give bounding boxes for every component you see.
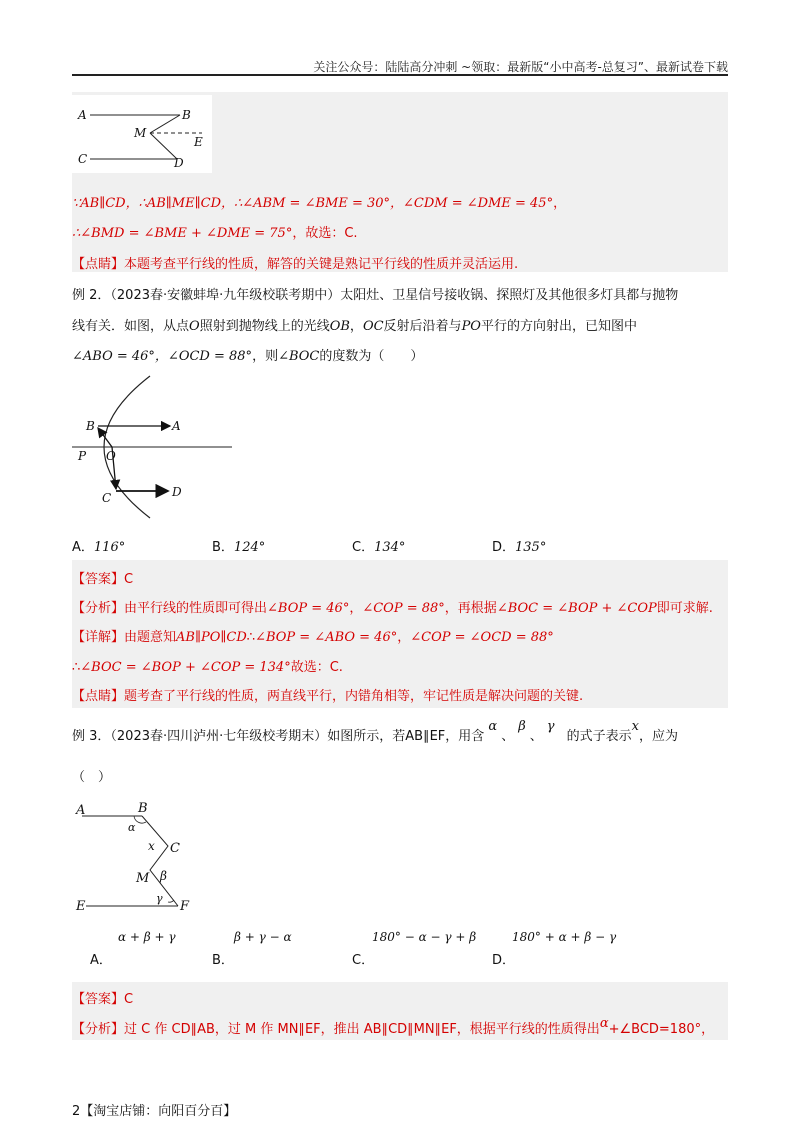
ex2-option-b: B．124° [212, 540, 266, 555]
ex2-detail-1: 【详解】由题意知AB∥PO∥CD∴∠BOP = ∠ABO = 46°，∠COP = ∠OCD = 88° [72, 630, 554, 645]
fig3-label-beta: β [160, 869, 167, 883]
fig3-label-alpha: α [128, 821, 136, 834]
ex2-detail-2: ∴∠BOC = ∠BOP + ∠COP = 134°故选：C. [72, 660, 343, 675]
ex2-stem-line-3 [72, 345, 423, 364]
ex3-option-c: 180° − α − γ + β C． [352, 930, 477, 968]
ex2-option-c: C．134° [352, 540, 406, 555]
ex3-x: x [631, 719, 640, 734]
ex3-stem-line-1: 例 3．（2023春·四川泸州·七年级校考期末）如图所示，若AB∥EF，用含 α、β、γ 的式子表示x，应为 [72, 719, 679, 744]
header-rule [72, 74, 728, 76]
fig2-label-c: C [102, 491, 112, 505]
fig1-label-d: D [174, 156, 184, 170]
prev-solution-line-2 [72, 222, 358, 241]
figure-3-svg [72, 798, 202, 916]
fig3-label-a: A [76, 803, 86, 818]
prev-math-5: ∴∠BMD = ∠BME + ∠DME = 75° [72, 226, 293, 241]
ex2-text-c: ， [349, 319, 363, 334]
ex2-dianjing: 【点睛】题考查了平行线的性质，两直线平行，内错角相等，牢记性质是解决问题的关键. [72, 689, 584, 704]
ex2-option-d: D．135° [492, 540, 547, 555]
ex2-option-a: A．116° [72, 540, 126, 555]
prev-dianjing [72, 253, 518, 272]
prev-math-2: ，∴AB∥ME∥CD [125, 196, 221, 211]
prev-math-1: ∵AB∥CD [72, 196, 126, 211]
ex2-answer: 【答案】C [72, 572, 134, 587]
fig3-label-x: x [148, 839, 155, 853]
ex2-text-b: 照射到抛物线上的光线 [199, 319, 330, 334]
figure-1-svg [72, 95, 212, 173]
ex2-text-a: 线有关．如图，从点 [72, 319, 190, 334]
fig1-label-e: E [194, 135, 203, 149]
ex2-point-o: O [189, 319, 200, 334]
prev-solution-line-1 [72, 192, 566, 211]
ex3-option-a: α + β + γ A． [90, 930, 176, 968]
fig1-label-m: M [134, 126, 147, 140]
ex3-beta: β [518, 719, 526, 734]
prev-math-4: ，∠CDM = ∠DME = 45° [390, 196, 554, 211]
fig3-label-f: F [180, 899, 190, 914]
ex2-stem-line-1: 例 2．（2023春·安徽蚌埠·九年级校联考期中）太阳灶、卫星信号接收锅、探照灯及其他很多灯具都与抛物 [72, 288, 679, 303]
ex3-answer: 【答案】C [72, 992, 134, 1007]
fig2-label-o: O [106, 449, 116, 463]
page-number: 2 [72, 1104, 81, 1119]
fig3-label-e: E [76, 899, 86, 914]
ex3-option-b: β + γ − α B． [212, 930, 292, 968]
ex2-text-f: ，则 [252, 349, 279, 364]
prev-math-3: ，∴∠ABM = ∠BME = 30° [221, 196, 391, 211]
ex2-text-g: 的度数为（ ） [319, 349, 424, 364]
ex3-analysis: 【分析】过 C 作 CD∥AB，过 M 作 MN∥EF，推出 AB∥CD∥MN∥EF，根据平行线的性质得出α+∠BCD=180°， [72, 1016, 715, 1037]
page-header: 关注公众号：陆陆高分冲刺 ~领取：最新版“小中高考-总复习”、最新试卷下载 [313, 60, 728, 74]
fig2-label-a: A [172, 419, 181, 433]
ex2-given-angles: ∠ABO = 46°，∠OCD = 88° [72, 349, 253, 364]
shop-name: 【淘宝店铺：向阳百分百】 [80, 1104, 237, 1119]
ex2-ray-oc: OC [362, 319, 384, 334]
fig3-label-c: C [170, 841, 180, 856]
fig3-label-b: B [138, 801, 148, 816]
prev-dianjing-tag: 【点睛】 [72, 257, 125, 272]
ex3-option-d: 180° + α + β − γ D． [492, 930, 617, 968]
ex3-alpha: α [488, 719, 498, 734]
fig2-label-p: P [78, 449, 87, 463]
ex3-stem-line-2: （ ） [72, 770, 112, 785]
fig1-label-b: B [182, 108, 191, 122]
prev-comma: ， [553, 196, 567, 211]
figure-zigzag [72, 798, 202, 916]
page-footer [72, 1100, 236, 1119]
fig1-label-a: A [78, 108, 87, 122]
ex2-text-e: 平行的方向射出，已知图中 [480, 319, 637, 334]
figure-2-svg [72, 372, 232, 522]
fig3-label-gamma: γ [156, 892, 163, 905]
fig3-label-m: M [136, 871, 150, 886]
ex2-ray-ob: OB [329, 319, 350, 334]
prev-choose: ，故选：C. [292, 226, 358, 241]
ex2-analysis: 【分析】由平行线的性质即可得出∠BOP = 46°，∠COP = 88°，再根据∠BOC = ∠BOP + ∠COP即可求解. [72, 601, 713, 616]
ex2-line-po: PO [461, 319, 481, 334]
ex2-text-d: 反射后沿着与 [383, 319, 462, 334]
prev-dianjing-text: 本题考查平行线的性质，解答的关键是熟记平行线的性质并灵活运用. [124, 257, 519, 272]
ex2-angle-boc: ∠BOC [278, 349, 320, 364]
fig2-label-d: D [172, 485, 182, 499]
fig1-label-c: C [78, 152, 88, 166]
fig2-label-b: B [86, 419, 95, 433]
ex3-gamma: γ [546, 719, 555, 734]
figure-parabola [72, 372, 232, 522]
ex2-stem-line-2 [72, 315, 637, 334]
figure-parallel-lines-1 [72, 95, 212, 173]
